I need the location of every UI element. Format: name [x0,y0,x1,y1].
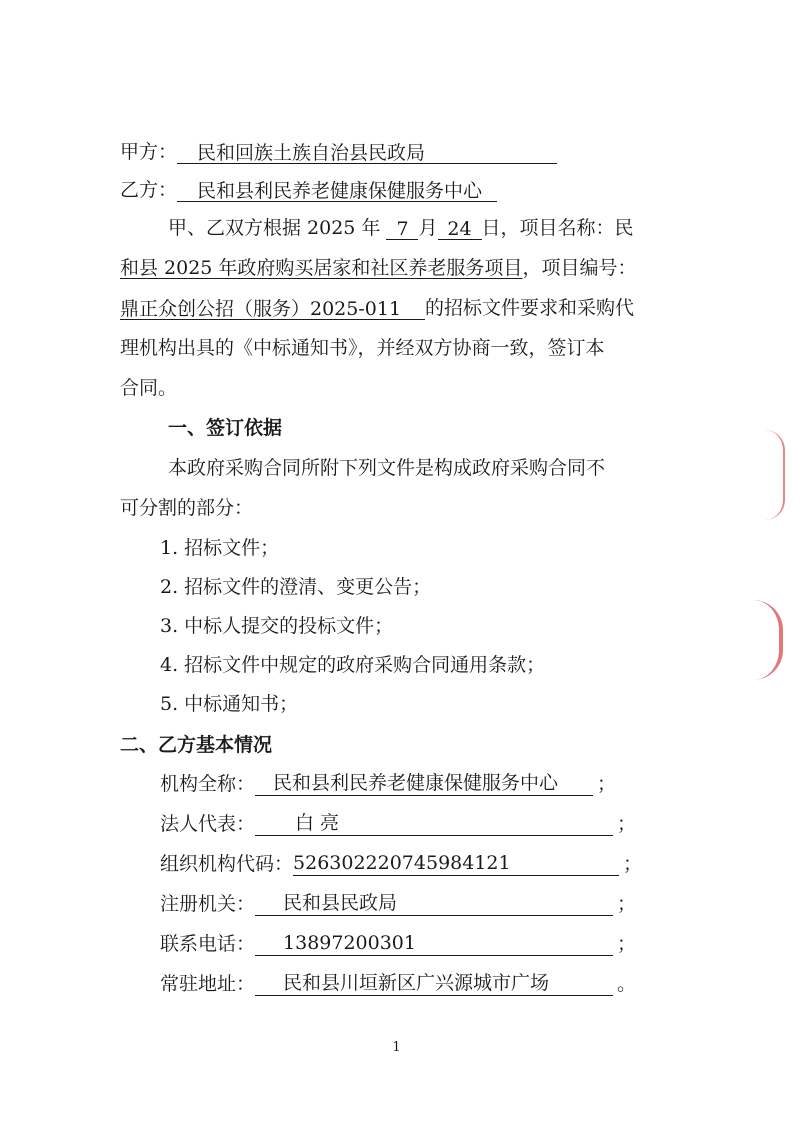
field-value: 526302220745984121 [293,852,511,874]
project-no-field [120,297,425,320]
field-end: ； [617,893,637,915]
party-b-value: 民和县利民养老健康保健服务中心 [197,180,483,202]
field-end: ； [597,773,617,795]
party-b-value-field [177,179,497,202]
field-label: 机构全称： [160,773,256,795]
field-phone [160,931,636,957]
list-item: 5. 中标通知书； [160,693,299,715]
party-a-value-field [177,141,557,164]
intro-text-2: 日，项目名称：民 [481,217,634,239]
field-value: 民和县民政局 [283,892,398,914]
intro-text: 甲、乙双方根据 2025 年 [168,217,381,239]
field-value-box [255,771,593,796]
intro-line-3 [120,296,634,320]
field-value: 民和县川垣新区广兴源城市广场 [283,972,550,994]
field-legal-rep [160,811,636,837]
field-end: ； [617,813,637,835]
field-label: 注册机关： [160,893,256,915]
field-value-box [255,931,613,956]
party-a-line [120,140,557,164]
field-registration [160,891,636,917]
section2-title: 二、乙方基本情况 [120,734,273,756]
month-unit: 月 [418,217,438,239]
day-value: 24 [447,218,472,240]
party-a-value: 民和回族土族自治县民政局 [197,142,426,164]
list-item: 2. 招标文件的澄清、变更公告； [160,576,432,598]
page-number: 1 [392,1040,401,1055]
field-end: ； [617,933,637,955]
seal-arc [753,600,783,680]
party-a-label: 甲方： [120,141,178,163]
field-label: 联系电话： [160,933,256,955]
list-item: 1. 招标文件； [160,537,280,559]
field-label: 法人代表： [160,813,256,835]
seal-arc [765,430,785,520]
field-value-box [255,971,613,996]
field-value: 民和县利民养老健康保健服务中心 [273,772,559,794]
project-no-label: ，项目编号： [522,257,637,279]
intro-line-4: 理机构出具的《中标通知书》，并经双方协商一致，签订本 [120,337,605,359]
month-value: 7 [396,218,409,240]
field-value: 白 亮 [295,812,340,834]
field-end: ； [623,853,643,875]
field-org-name [160,771,616,797]
project-name: 和县 2025 年政府购买居家和社区养老服务项目 [120,257,523,279]
party-b-line [120,178,497,202]
field-value: 13897200301 [283,932,416,954]
list-item: 4. 招标文件中规定的政府采购合同通用条款； [160,654,546,676]
section1-para-2: 可分割的部分： [120,497,254,519]
intro-text-3: 的招标文件要求和采购代 [425,297,635,319]
field-label: 组织机构代码： [160,853,294,875]
party-b-label: 乙方： [120,179,178,201]
intro-line-5: 合同。 [120,377,178,399]
field-address [160,971,636,997]
field-end: 。 [617,973,637,995]
field-value-box [293,851,619,876]
list-item: 3. 中标人提交的投标文件； [160,615,394,637]
section1-para-1: 本政府采购合同所附下列文件是构成政府采购合同不 [168,457,606,479]
intro-line-1 [168,216,634,240]
day-field [438,217,482,240]
field-value-box [255,891,613,916]
field-label: 常驻地址： [160,973,256,995]
field-value-box [255,811,613,836]
intro-line-2 [120,256,636,280]
project-no: 鼎正众创公招（服务）2025-011 [120,298,402,320]
month-field [386,217,418,240]
field-org-code [160,851,642,877]
section1-title: 一、签订依据 [168,417,283,439]
